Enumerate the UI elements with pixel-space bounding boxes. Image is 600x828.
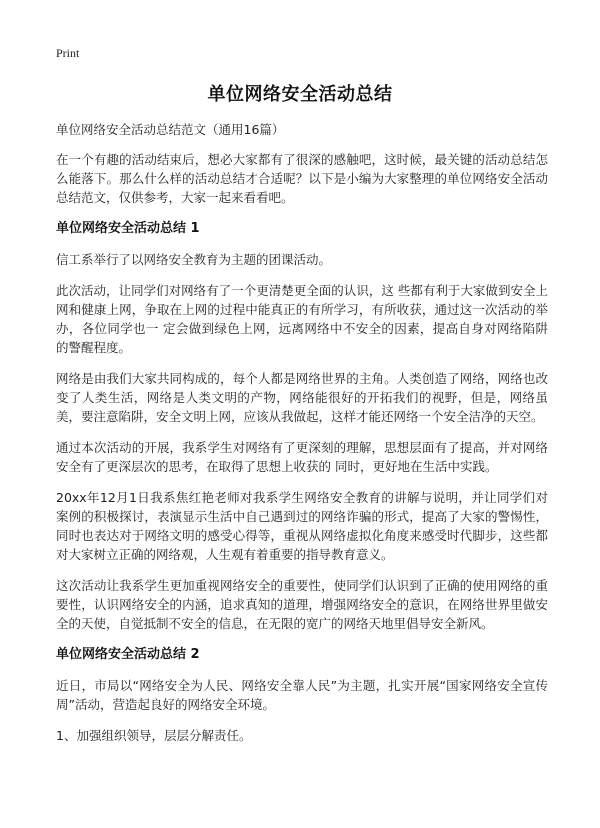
section-1-paragraph: 20xx年12月1日我系焦红艳老师对我系学生网络安全教育的讲解与说明，并让同学们对案例的积极探讨，表演显示生活中自己遇到过的网络诈骗的形式，提高了大家的警惕性，同时也表达对于网络文明的感受心得等，重视从网络虚拟化角度来感受时代脚步，这些都对大家树立正确的网络观，人生观有着重要的指导教育意义。: [56, 490, 548, 562]
section-1-paragraph: 信工系举行了以网络安全教育为主题的团课活动。: [56, 252, 332, 267]
print-link[interactable]: Print: [56, 46, 80, 60]
document-title: 单位网络安全活动总结: [207, 84, 393, 105]
section-1-paragraph: 此次活动，让同学们对网络有了一个更清楚更全面的认识，这 些都有利于大家做到安全上网和健康上网，争取在上网的过程中能真正的有所学习，有所收获，通过这一次活动的举办，各位同学也一 定会做到绿色上网，远离网络中不安全的因素，提高自身对网络陷阱 的警醒程度。: [56, 283, 548, 355]
document-subtitle: 单位网络安全活动总结范文（通用16篇）: [56, 122, 285, 137]
section-2-paragraph: 近日，市局以“网络安全为人民、网络安全靠人民”为主题，扎实开展“国家网络安全宣传周”活动，营造起良好的网络安全环境。: [56, 678, 548, 712]
section-1-paragraph: 这次活动让我系学生更加重视网络安全的重要性，使同学们认识到了正确的使用网络的重要性，认识网络安全的内涵，追求真知的道理，增强网络安全的意识，在网络世界里做安全的天使，自觉抵制不安全的信息，在无限的宽广的网络天地里倡导安全新风。: [56, 578, 548, 631]
document-body: [56, 150, 548, 757]
intro-paragraph: 在一个有趣的活动结束后，想必大家都有了很深的感触吧，这时候，最关键的活动总结怎么能落下。那么什么样的活动总结才合适呢？以下是小编为大家整理的单位网络安全活动总结范文，仅供参考，大家一起来看看吧。: [56, 152, 548, 205]
section-1-paragraph: 通过本次活动的开展，我系学生对网络有了更深刻的理解，思想层面有了提高，并对网络安全有了更深层次的思考，在取得了思想上收获的 同时，更好地在生活中实践。: [56, 440, 548, 474]
section-2-paragraph: 1、加强组织领导，层层分解责任。: [56, 728, 252, 743]
section-2-heading: 单位网络安全活动总结 2: [56, 647, 200, 662]
section-1-paragraph: 网络是由我们大家共同构成的，每个人都是网络世界的主角。人类创造了网络，网络也改变了人类生活，网络是人类文明的产物，网络能很好的开拓我们的视野，但是，网络虽美，要注意陷阱，安全文明上网，应该从我做起，这样才能还网络一个安全洁净的天空。: [56, 371, 548, 424]
section-1-heading: 单位网络安全活动总结 1: [56, 221, 200, 236]
